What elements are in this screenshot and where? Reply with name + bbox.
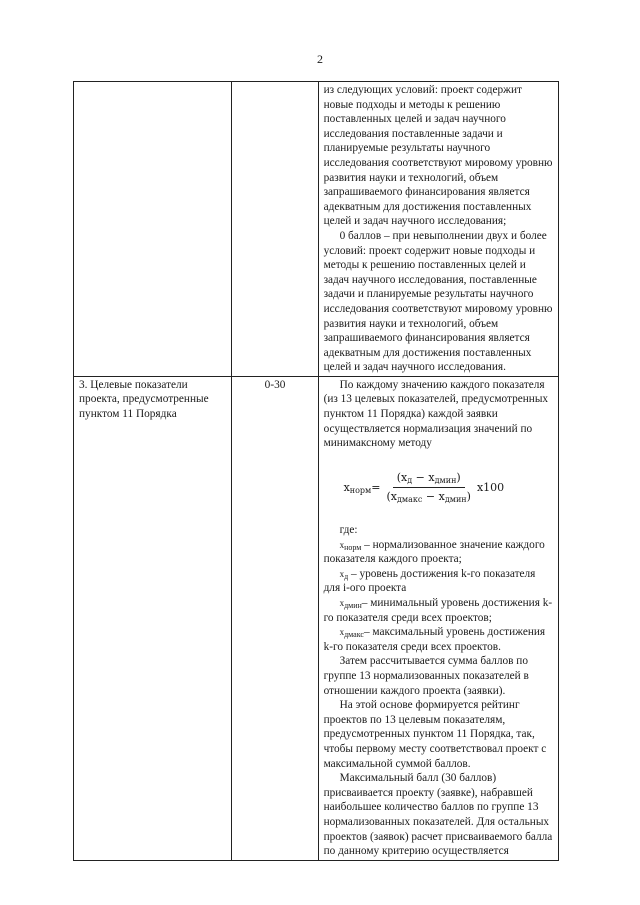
max-score-paragraph: Максимальный балл (30 баллов) присваивается проекту (заявке), набравшей наибольшее количество баллов по группе 13 нормализованных показателей. Для остальных проектов (заявок) расчет присваиваемого балла по данному критерию осуществляется: [323, 772, 553, 858]
criteria-table: [73, 81, 559, 861]
formula-multiplier: x100: [476, 480, 505, 494]
formula-lhs: $x_{норм}$: [343, 480, 372, 495]
table-row: [74, 82, 559, 377]
score-range: 0-30: [264, 378, 286, 391]
table-row: [74, 376, 559, 860]
criterion-title: 3. Целевые показатели проекта, предусмотренные пунктом 11 Порядка: [79, 378, 209, 421]
definition-norm: $x_{норм}$ – нормализованное значение каждого показателя каждого проекта;: [323, 538, 545, 566]
definition-level: $x_д$ – уровень достижения k-го показателя для i-ого проекта: [323, 567, 536, 595]
score-cell: [231, 376, 318, 860]
zero-points-paragraph: 0 баллов – при невыполнении двух и более условий: проект содержит новые подходы и методы к решению поставленных целей и задач научного исследования, поставленные задачи и планируемые результаты научного исследования соответствуют мировому уровню развития науки и технологий, объем запрашиваемого финансирования является адекватным для достижения поставленных целей и задач научного исследования.: [323, 229, 553, 374]
sum-paragraph: Затем рассчитывается сумма баллов по группе 13 нормализованных показателей в отношении каждого проекта (заявки).: [323, 655, 529, 697]
condition-paragraph: из следующих условий: проект содержит новые подходы и методы к решению поставленных целей и задач научного исследования поставленные задачи и планируемые результаты научного исследования соответствуют мировому уровню развития науки и технологий, объем запрашиваемого финансирования является адекватным для достижения поставленных целей и задач научного исследования;: [323, 84, 553, 228]
where-label: где:: [339, 524, 358, 537]
page-number: 2: [317, 52, 323, 66]
intro-paragraph: По каждому значению каждого показателя (из 13 целевых показателей, предусмотренных пунктом 11 Порядка) каждой заявки осуществляется нормализация значений по минимаксному методу: [323, 378, 549, 450]
formula-denominator: $(x_{дмакс} - x_{дмин})$: [386, 490, 471, 505]
description-cell: [318, 376, 558, 860]
criterion-cell: [74, 82, 232, 377]
minmax-formula: [344, 471, 554, 505]
description-cell: [318, 82, 558, 377]
score-cell: [231, 82, 318, 377]
criterion-cell: [74, 376, 232, 860]
formula-eq: =: [371, 480, 381, 494]
formula-fraction: [383, 471, 475, 505]
rating-paragraph: На этой основе формируется рейтинг проектов по 13 целевым показателям, предусмотренных пунктом 11 Порядка, так, чтобы первому месту соответствовал проект с максимальной суммой баллов.: [323, 699, 547, 770]
definition-min: $x_{дмин}-$ минимальный уровень достижения k-го показателя среди всех проектов;: [323, 597, 553, 624]
formula-numerator: $(x_д - x_{дмин})$: [393, 471, 465, 489]
definition-max: $x_{дмакс}-$ максимальный уровень достижения k-го показателя среди всех проектов.: [323, 626, 546, 653]
